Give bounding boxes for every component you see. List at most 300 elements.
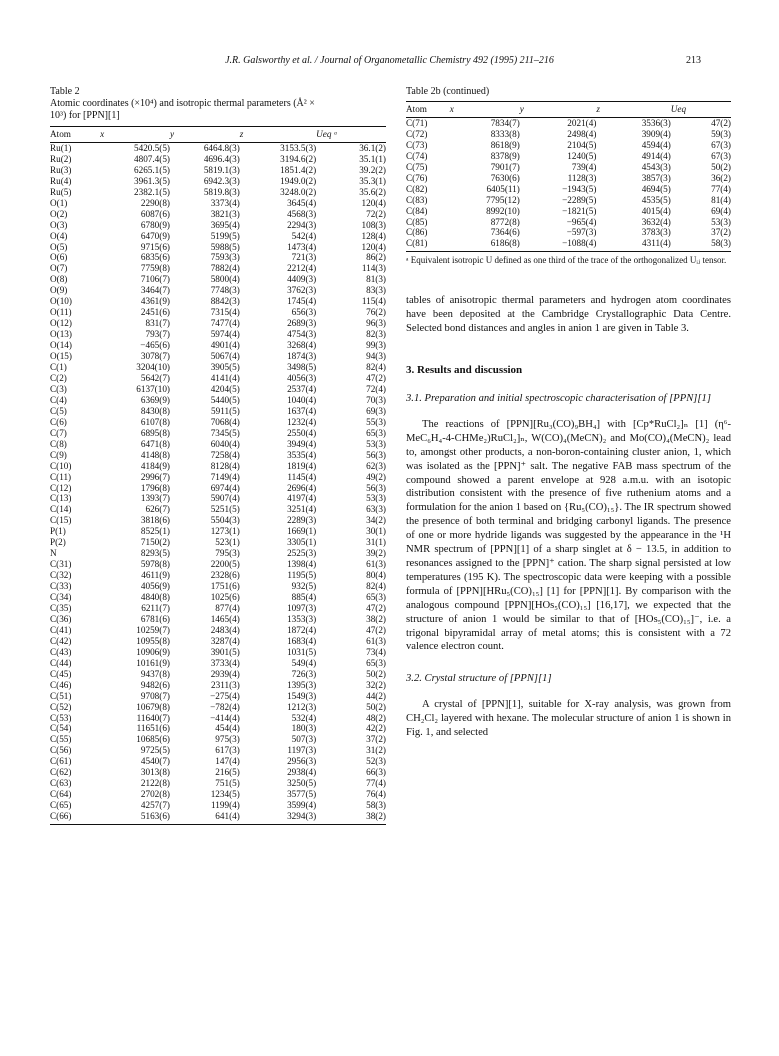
table-2-cell-x: 3013(8) <box>140 767 170 778</box>
table-2-cell-x: 5642(7) <box>140 372 170 383</box>
table-2-row <box>50 559 386 570</box>
table-2b-cell-z: 4914(4) <box>641 150 671 161</box>
table-2-cell-x: 4148(8) <box>140 449 170 460</box>
table-2-row <box>50 603 386 614</box>
table-2-cell-ueq: 86(2) <box>366 252 386 263</box>
table-2-cell-z: 2537(4) <box>287 383 317 394</box>
table-2-cell-ueq: 77(4) <box>366 778 386 789</box>
table-2-cell-z: 2289(3) <box>287 515 317 526</box>
table-2-cell-atom: Ru(1) <box>50 142 72 153</box>
table-2-cell-x: 6265.1(5) <box>134 164 170 175</box>
table-2-row <box>50 625 386 636</box>
table-2-cell-ueq: 50(2) <box>366 668 386 679</box>
table-2-cell-x: 10161(9) <box>136 657 170 668</box>
table-2-cell-x: 11640(7) <box>136 712 170 723</box>
table-2-cell-z: 1851.4(2) <box>280 164 317 175</box>
table-2-cell-y: 2939(4) <box>210 668 240 679</box>
table-2-cell-ueq: 47(2) <box>366 624 386 635</box>
table-2-cell-z: 3268(4) <box>287 340 317 351</box>
table-2-cell-atom: C(1) <box>50 362 67 373</box>
table-2-row <box>50 142 386 153</box>
table-2-cell-atom: C(62) <box>50 767 72 778</box>
page-number: 213 <box>686 55 701 66</box>
table-2-cell-z: 1395(3) <box>287 679 317 690</box>
table-2-cell-y: 2200(5) <box>210 559 240 570</box>
table-2-row <box>50 483 386 494</box>
article-body <box>406 294 731 740</box>
table-2-cell-atom: O(5) <box>50 241 68 252</box>
table-2-cell-atom: C(64) <box>50 789 72 800</box>
table-2-cell-z: 1398(4) <box>287 559 317 570</box>
table-2-cell-ueq: 38(2) <box>366 811 386 822</box>
table-2-row <box>50 493 386 504</box>
table-2-cell-y: −275(4) <box>210 690 240 701</box>
table-2-cell-z: 3762(3) <box>287 285 317 296</box>
table-2-cell-x: 2290(8) <box>140 197 170 208</box>
table-2-row <box>50 734 386 745</box>
table-2-cell-y: 1465(4) <box>210 613 240 624</box>
table-2-cell-y: 7882(4) <box>210 263 240 274</box>
table-2-cell-atom: Ru(5) <box>50 186 72 197</box>
table-2-cell-z: 2696(4) <box>287 482 317 493</box>
table-2-cell-x: 6781(6) <box>140 613 170 624</box>
table-2b-row <box>406 173 731 184</box>
table-2b-row <box>406 206 731 217</box>
table-2b-cell-atom: C(84) <box>406 205 428 216</box>
table-2-row <box>50 318 386 329</box>
table-2-cell-z: 726(3) <box>291 668 317 679</box>
table-2-cell-atom: C(52) <box>50 701 72 712</box>
table-2b-cell-ueq: 50(2) <box>711 161 731 172</box>
table-2b-cell-y: 739(4) <box>571 161 597 172</box>
table-2-cell-y: 7593(3) <box>210 252 240 263</box>
table-2-cell-x: 3204(10) <box>136 362 170 373</box>
table-2-cell-ueq: 31(1) <box>366 537 386 548</box>
table-2-cell-x: 3078(7) <box>140 351 170 362</box>
table-2-cell-z: 3949(4) <box>287 438 317 449</box>
table-2b-cell-atom: C(75) <box>406 161 428 172</box>
table-2-cell-y: 3373(4) <box>210 197 240 208</box>
intro-paragraph: tables of anisotropic thermal parameters and hydrogen atom coordinates have been deposited at the Cambridge Crystallographic Data Centre. Selected bond distances and angles in anion 1 are given in Table 3. <box>406 295 731 335</box>
table-2-cell-x: 8525(1) <box>140 526 170 537</box>
table-2-cell-z: 3248.0(2) <box>280 186 317 197</box>
table-2-cell-atom: O(6) <box>50 252 68 263</box>
table-2-cell-z: 2938(4) <box>287 767 317 778</box>
table-2-cell-y: 2311(3) <box>211 679 240 690</box>
table-2-cell-z: 3577(5) <box>287 789 317 800</box>
table-2b-cell-ueq: 36(2) <box>711 172 731 183</box>
table-2-cell-z: 4056(3) <box>287 372 317 383</box>
table-2 <box>50 126 386 825</box>
table-2-cell-z: 542(4) <box>291 230 317 241</box>
table-2-row <box>50 702 386 713</box>
table-2-row <box>50 220 386 231</box>
table-2-cell-ueq: 81(3) <box>366 274 386 285</box>
table-2-row <box>50 417 386 428</box>
table-2-cell-y: 1751(6) <box>210 581 240 592</box>
table-2b-header-x: x <box>450 102 520 118</box>
table-2b-row <box>406 117 731 128</box>
table-2-header-z: z <box>240 127 316 143</box>
table-2-cell-x: 9482(6) <box>140 679 170 690</box>
table-2-cell-x: 6087(6) <box>140 208 170 219</box>
table-2-row <box>50 395 386 406</box>
table-2b-cell-ueq: 67(3) <box>711 150 731 161</box>
table-2-cell-z: 1819(4) <box>287 460 317 471</box>
table-2-header-row <box>50 127 386 143</box>
table-2-cell-ueq: 76(4) <box>366 789 386 800</box>
table-2-cell-z: 1031(5) <box>287 646 317 657</box>
table-2-cell-ueq: 32(2) <box>366 679 386 690</box>
table-2-cell-ueq: 35.6(2) <box>359 186 386 197</box>
table-2-cell-z: 656(3) <box>291 307 317 318</box>
table-2-cell-ueq: 53(3) <box>366 493 386 504</box>
table-2-cell-z: 4568(3) <box>287 208 317 219</box>
table-2-cell-atom: C(53) <box>50 712 72 723</box>
table-2b-row <box>406 195 731 206</box>
subsection-heading-2: 3.2. Crystal structure of [PPN][1] <box>406 673 552 685</box>
table-2-cell-x: 626(7) <box>145 504 170 515</box>
table-2-cell-ueq: 56(3) <box>366 482 386 493</box>
table-2-cell-x: 4840(8) <box>140 592 170 603</box>
table-2b-cell-ueq: 81(4) <box>711 194 731 205</box>
table-2b-cell-x: 8992(10) <box>486 205 520 216</box>
table-2-cell-x: 5163(6) <box>140 811 170 822</box>
table-2-row <box>50 570 386 581</box>
table-2b-cell-atom: C(81) <box>406 238 428 249</box>
table-2-cell-x: 7759(8) <box>140 263 170 274</box>
table-2-cell-y: 877(4) <box>215 602 240 613</box>
table-2-cell-y: 7068(4) <box>210 416 240 427</box>
table-2-cell-y: 975(3) <box>215 734 240 745</box>
table-2b-cell-y: −1088(4) <box>562 238 597 249</box>
table-2-cell-atom: C(9) <box>50 449 67 460</box>
table-2b-cell-x: 8378(9) <box>490 150 520 161</box>
table-2-cell-y: 4204(5) <box>210 383 240 394</box>
table-2-row <box>50 329 386 340</box>
table-2-row <box>50 154 386 165</box>
table-2b-cell-x: 8772(8) <box>490 216 520 227</box>
table-2-cell-y: 523(1) <box>215 537 240 548</box>
table-2-cell-atom: C(2) <box>50 372 67 383</box>
right-column <box>406 86 731 740</box>
table-2b-cell-y: 2104(5) <box>567 139 597 150</box>
table-2-cell-z: 2525(3) <box>287 548 317 559</box>
table-2-row <box>50 800 386 811</box>
table-2-cell-atom: C(42) <box>50 635 72 646</box>
table-2-cell-atom: C(34) <box>50 592 72 603</box>
table-2-cell-y: 7258(4) <box>210 449 240 460</box>
table-2-cell-x: 4807.4(5) <box>134 153 170 164</box>
table-2-cell-y: 4696.4(3) <box>203 153 240 164</box>
table-2-cell-z: 4409(3) <box>287 274 317 285</box>
table-2-cell-atom: C(45) <box>50 668 72 679</box>
table-2-row <box>50 165 386 176</box>
table-2-cell-atom: O(14) <box>50 340 72 351</box>
table-2-row <box>50 713 386 724</box>
table-2-cell-z: 3535(4) <box>287 449 317 460</box>
table-2-cell-z: 4754(3) <box>287 329 317 340</box>
table-2-cell-atom: C(11) <box>50 471 72 482</box>
table-2-cell-z: 2956(3) <box>287 756 317 767</box>
table-2-cell-z: 2212(4) <box>287 263 317 274</box>
table-2-cell-y: 8842(3) <box>210 296 240 307</box>
table-2-cell-ueq: 31(2) <box>366 745 386 756</box>
table-2-cell-y: 1234(5) <box>210 789 240 800</box>
table-2-cell-ueq: 35.1(1) <box>359 153 386 164</box>
table-2-header-x: x <box>100 127 170 143</box>
table-2-cell-y: 5819.1(3) <box>203 164 240 175</box>
table-2-cell-ueq: 65(3) <box>366 427 386 438</box>
table-2-cell-ueq: 82(3) <box>366 329 386 340</box>
table-2-cell-atom: C(13) <box>50 493 72 504</box>
table-2b-cell-ueq: 53(3) <box>711 216 731 227</box>
table-2-cell-z: 3153.5(3) <box>280 142 317 153</box>
table-2-cell-atom: C(7) <box>50 427 67 438</box>
table-2-row <box>50 526 386 537</box>
table-2-cell-atom: C(5) <box>50 405 67 416</box>
table-2-row <box>50 406 386 417</box>
table-2-row <box>50 723 386 734</box>
table-2b-cell-x: 7834(7) <box>490 117 520 128</box>
table-2-cell-ueq: 80(4) <box>366 570 386 581</box>
table-2-cell-y: 7748(3) <box>210 285 240 296</box>
table-2-cell-y: 1199(4) <box>211 800 240 811</box>
table-2-cell-y: 3287(4) <box>210 635 240 646</box>
table-2-cell-y: 1273(1) <box>210 526 240 537</box>
table-2-cell-atom: O(3) <box>50 219 68 230</box>
table-2-cell-y: 6464.8(3) <box>203 142 240 153</box>
table-2-cell-atom: C(56) <box>50 745 72 756</box>
table-2-row <box>50 231 386 242</box>
table-2-cell-y: 5907(4) <box>210 493 240 504</box>
table-2-cell-ueq: 61(3) <box>366 635 386 646</box>
table-2-cell-y: 6040(4) <box>210 438 240 449</box>
table-2-cell-y: 617(3) <box>215 745 240 756</box>
table-2-cell-z: 885(4) <box>291 592 317 603</box>
table-2-cell-x: 5978(8) <box>140 559 170 570</box>
table-2-header-atom: Atom <box>50 127 100 143</box>
table-2b-cell-atom: C(82) <box>406 183 428 194</box>
table-2-cell-z: 1637(4) <box>287 405 317 416</box>
table-2-cell-ueq: 61(3) <box>366 559 386 570</box>
table-2-cell-z: 1097(3) <box>287 602 317 613</box>
table-2-cell-z: 3194.6(2) <box>280 153 317 164</box>
table-2b-cell-y: 1128(3) <box>567 172 597 183</box>
table-2-cell-atom: C(33) <box>50 581 72 592</box>
table-2b-cell-x: 6186(8) <box>490 238 520 249</box>
table-2-cell-ueq: 72(2) <box>366 208 386 219</box>
section-heading: 3. Results and discussion <box>406 364 523 377</box>
table-2-row <box>50 439 386 450</box>
table-2b-row <box>406 227 731 238</box>
table-2-cell-atom: O(4) <box>50 230 68 241</box>
table-2b-row <box>406 217 731 228</box>
table-2-row <box>50 198 386 209</box>
table-2-cell-z: 1197(3) <box>287 745 317 756</box>
table-2b <box>406 101 731 252</box>
table-2b-header-row <box>406 102 731 118</box>
table-2-cell-atom: O(1) <box>50 197 68 208</box>
table-2-cell-x: 6211(7) <box>141 602 170 613</box>
table-2-cell-atom: C(61) <box>50 756 72 767</box>
table-2-cell-z: 3599(4) <box>287 800 317 811</box>
table-2-cell-ueq: 37(2) <box>366 734 386 745</box>
table-2-cell-ueq: 70(3) <box>366 394 386 405</box>
table-2-cell-y: 3733(4) <box>210 657 240 668</box>
table-2-cell-y: 7477(4) <box>210 318 240 329</box>
table-2-cell-ueq: 30(1) <box>366 526 386 537</box>
table-2b-cell-x: 7901(7) <box>490 161 520 172</box>
table-2-cell-z: 1949.0(2) <box>280 175 317 186</box>
subsection-heading-1: 3.1. Preparation and initial spectroscopic characterisation of [PPN][1] <box>406 393 711 405</box>
table-2-cell-x: 10955(8) <box>136 635 170 646</box>
table-2-cell-z: 1232(4) <box>287 416 317 427</box>
table-2b-cell-z: 4694(5) <box>641 183 671 194</box>
table-2-cell-x: 6780(9) <box>140 219 170 230</box>
table-2-cell-atom: C(55) <box>50 734 72 745</box>
table-2-cell-ueq: 34(2) <box>366 515 386 526</box>
table-2-row <box>50 504 386 515</box>
table-2-cell-x: 10906(9) <box>136 646 170 657</box>
table-2b-cell-x: 7364(6) <box>490 227 520 238</box>
table-2-cell-y: 5251(5) <box>210 504 240 515</box>
table-2-cell-ueq: 52(3) <box>366 756 386 767</box>
table-2b-cell-ueq: 69(4) <box>711 205 731 216</box>
table-2-cell-x: 10685(6) <box>136 734 170 745</box>
table-2-cell-x: 5420.5(5) <box>134 142 170 153</box>
table-2-cell-atom: Ru(3) <box>50 164 72 175</box>
table-2-cell-y: 3821(3) <box>210 208 240 219</box>
table-2-cell-x: 2382.1(5) <box>134 186 170 197</box>
table-2-cell-atom: C(66) <box>50 811 72 822</box>
table-2-cell-atom: C(36) <box>50 613 72 624</box>
table-2b-row <box>406 129 731 140</box>
table-2b-cell-y: −597(3) <box>566 227 597 238</box>
table-2b-cell-z: 3857(3) <box>641 172 671 183</box>
table-2-row <box>50 176 386 187</box>
table-2b-cell-z: 3632(4) <box>641 216 671 227</box>
table-2-cell-x: 6369(9) <box>140 394 170 405</box>
table-2-cell-ueq: 66(3) <box>366 767 386 778</box>
table-2-row <box>50 756 386 767</box>
table-2-caption <box>50 86 386 122</box>
table-2-cell-ueq: 69(3) <box>366 405 386 416</box>
table-2b-cell-z: 4543(3) <box>641 161 671 172</box>
table-2-row <box>50 647 386 658</box>
table-2-cell-z: 3305(1) <box>287 537 317 548</box>
table-2-row <box>50 373 386 384</box>
table-2-cell-y: 7315(4) <box>210 307 240 318</box>
table-2b-cell-atom: C(85) <box>406 216 428 227</box>
table-2-cell-z: 1745(4) <box>287 296 317 307</box>
table-2-row <box>50 691 386 702</box>
table-2-row <box>50 274 386 285</box>
table-2-cell-x: 11651(6) <box>136 723 170 734</box>
table-2b-row <box>406 238 731 251</box>
table-2b-header-z: z <box>596 102 670 118</box>
left-column <box>50 86 386 825</box>
table-2-cell-ueq: 99(3) <box>366 340 386 351</box>
table-2-row <box>50 658 386 669</box>
table-2-row <box>50 384 386 395</box>
table-footnote: ᵃ Equivalent isotropic U defined as one third of the trace of the orthogonalized Uᵢⱼ tensor. <box>406 255 727 266</box>
table-2-cell-z: 721(3) <box>291 252 317 263</box>
table-2-cell-z: 3250(5) <box>287 778 317 789</box>
table-2-cell-z: 532(4) <box>291 712 317 723</box>
table-2-cell-x: 8293(5) <box>140 548 170 559</box>
table-2-row <box>50 252 386 263</box>
table-2-cell-atom: C(46) <box>50 679 72 690</box>
table-2-cell-x: 6471(8) <box>140 438 170 449</box>
table-2-cell-ueq: 47(2) <box>366 372 386 383</box>
table-2-cell-ueq: 114(3) <box>361 263 386 274</box>
table-2-cell-atom: C(43) <box>50 646 72 657</box>
table-2-cell-ueq: 108(3) <box>361 219 386 230</box>
table-2-cell-atom: C(15) <box>50 515 72 526</box>
table-2-cell-atom: C(6) <box>50 416 67 427</box>
table-2-cell-x: 4056(9) <box>140 581 170 592</box>
table-2-cell-z: 3645(4) <box>287 197 317 208</box>
table-2-cell-y: 795(3) <box>215 548 240 559</box>
table-2-cell-ueq: 55(3) <box>366 416 386 427</box>
table-2-row <box>50 187 386 198</box>
table-2-cell-atom: C(14) <box>50 504 72 515</box>
table-2b-row <box>406 151 731 162</box>
table-2-cell-ueq: 38(2) <box>366 613 386 624</box>
table-2-cell-atom: O(8) <box>50 274 68 285</box>
table-2-row <box>50 285 386 296</box>
table-2-cell-ueq: 62(3) <box>366 460 386 471</box>
table-2-cell-atom: C(54) <box>50 723 72 734</box>
table-2-cell-ueq: 63(3) <box>366 504 386 515</box>
table-2-row <box>50 515 386 526</box>
table-2b-cell-x: 7795(12) <box>486 194 520 205</box>
table-2-cell-z: 4197(4) <box>287 493 317 504</box>
table-2-cell-ueq: 35.3(1) <box>359 175 386 186</box>
table-2-cell-z: 1145(4) <box>287 471 317 482</box>
table-2b-cell-z: 4594(4) <box>641 139 671 150</box>
table-2b-cell-atom: C(83) <box>406 194 428 205</box>
table-2-cell-ueq: 128(4) <box>361 230 386 241</box>
running-header <box>0 55 779 69</box>
table-2-cell-z: 507(3) <box>291 734 317 745</box>
table-2-cell-x: 793(7) <box>145 329 170 340</box>
table-2b-cell-ueq: 47(2) <box>711 117 731 128</box>
table-2b-cell-z: 3536(3) <box>641 117 671 128</box>
table-2-body <box>50 142 386 824</box>
table-2b-cell-z: 3909(4) <box>641 128 671 139</box>
table-2-cell-y: 3901(5) <box>210 646 240 657</box>
table-2-cell-z: 1549(3) <box>287 690 317 701</box>
table-2-cell-ueq: 56(3) <box>366 449 386 460</box>
table-2-cell-ueq: 73(4) <box>366 646 386 657</box>
table-2-cell-z: 1212(3) <box>287 701 317 712</box>
table-2-cell-z: 3498(5) <box>287 362 317 373</box>
table-2b-body <box>406 117 731 251</box>
table-2-cell-y: 5199(5) <box>210 230 240 241</box>
paragraph-2: A crystal of [PPN][1], suitable for X-ray analysis, was grown from CH₂Cl₂ layered with hexane. The molecular structure of anion 1 is shown in Fig. 1, and selected <box>406 699 731 739</box>
table-2-row <box>50 636 386 647</box>
table-2-cell-y: 5819.8(3) <box>203 186 240 197</box>
table-2-cell-x: 4184(9) <box>140 460 170 471</box>
table-2-cell-z: 1669(1) <box>287 526 317 537</box>
table-2-row <box>50 351 386 362</box>
table-2-cell-atom: O(12) <box>50 318 72 329</box>
table-2-cell-atom: P(1) <box>50 526 66 537</box>
table-2-cell-z: 1195(5) <box>287 570 317 581</box>
table-2b-cell-atom: C(72) <box>406 128 428 139</box>
